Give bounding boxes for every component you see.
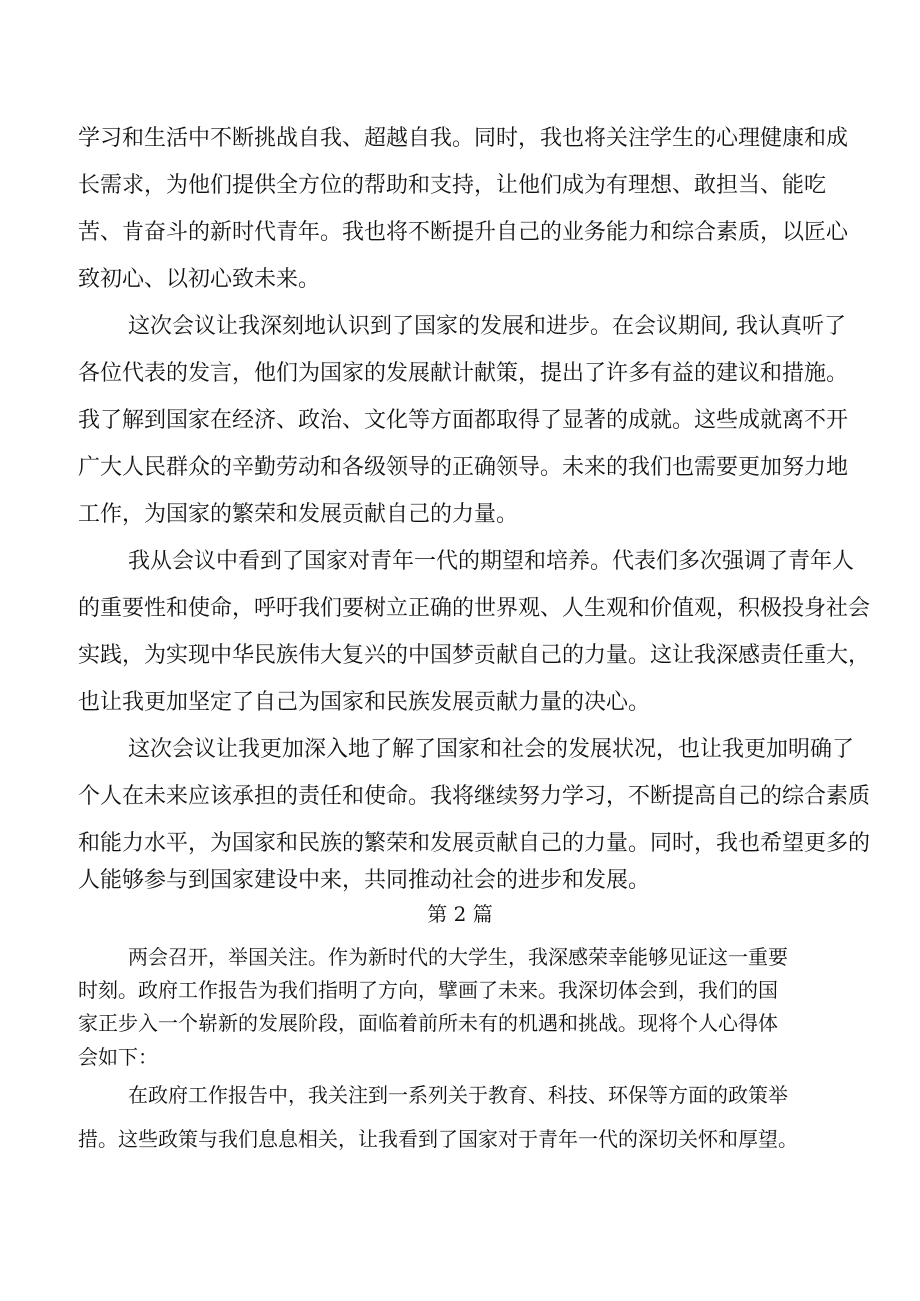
paragraph-line: 两会召开，举国关注。作为新时代的大学生，我深感荣幸能够见证这一重要 xyxy=(128,945,788,969)
paragraph-line: 这次会议让我更加深入地了解了国家和社会的发展状况，也让我更加明确了 xyxy=(128,737,855,762)
paragraph-line: 苦、肯奋斗的新时代青年。我也将不断提升自己的业务能力和综合素质，以匠心 xyxy=(78,220,849,245)
paragraph-line: 的重要性和使命，呼吁我们要树立正确的世界观、人生观和价值观，积极投身社会 xyxy=(78,596,871,621)
paragraph-line: 家正步入一个崭新的发展阶段，面临着前所未有的机遇和挑战。现将个人心得体 xyxy=(78,1011,778,1035)
paragraph-line: 这次会议让我深刻地认识到了国家的发展和进步。在会议期间, 我认真听了 xyxy=(128,314,846,339)
paragraph-line: 和能力水平，为国家和民族的繁荣和发展贡献自己的力量。同时，我也希望更多的 xyxy=(78,831,871,856)
section-heading: 第 2 篇 xyxy=(427,902,493,926)
paragraph-line: 各位代表的发言，他们为国家的发展献计献策，提出了许多有益的建议和措施。 xyxy=(78,361,849,386)
paragraph-line: 也让我更加坚定了自己为国家和民族发展贡献力量的决心。 xyxy=(78,690,651,715)
paragraph-line: 实践，为实现中华民族伟大复兴的中国梦贡献自己的力量。这让我深感责任重大， xyxy=(78,643,871,668)
paragraph-line: 致初心、以初心致未来。 xyxy=(78,267,321,292)
paragraph-line: 人能够参与到国家建设中来，共同推动社会的进步和发展。 xyxy=(78,868,651,893)
paragraph-line: 工作，为国家的繁荣和发展贡献自己的力量。 xyxy=(78,502,519,527)
paragraph-line: 我从会议中看到了国家对青年一代的期望和培养。代表们多次强调了青年人 xyxy=(128,549,855,574)
paragraph-line: 广大人民群众的辛勤劳动和各级领导的正确领导。未来的我们也需要更加努力地 xyxy=(78,455,849,480)
paragraph-line: 时刻。政府工作报告为我们指明了方向，擘画了未来。我深切体会到，我们的国 xyxy=(78,978,778,1002)
paragraph-line: 学习和生活中不断挑战自我、超越自我。同时，我也将关注学生的心理健康和成 xyxy=(78,126,849,151)
paragraph-line: 会如下： xyxy=(78,1045,158,1069)
paragraph-line: 长需求，为他们提供全方位的帮助和支持，让他们成为有理想、敢担当、能吃 xyxy=(78,173,827,198)
paragraph-line: 措。这些政策与我们息息相关，让我看到了国家对于青年一代的深切关怀和厚望。 xyxy=(78,1127,798,1151)
paragraph-line: 个人在未来应该承担的责任和使命。我将继续努力学习，不断提高自己的综合素质 xyxy=(78,784,871,809)
paragraph-line: 我了解到国家在经济、政治、文化等方面都取得了显著的成就。这些成就离不开 xyxy=(78,408,849,433)
paragraph-line: 在政府工作报告中，我关注到一系列关于教育、科技、环保等方面的政策举 xyxy=(128,1083,788,1107)
